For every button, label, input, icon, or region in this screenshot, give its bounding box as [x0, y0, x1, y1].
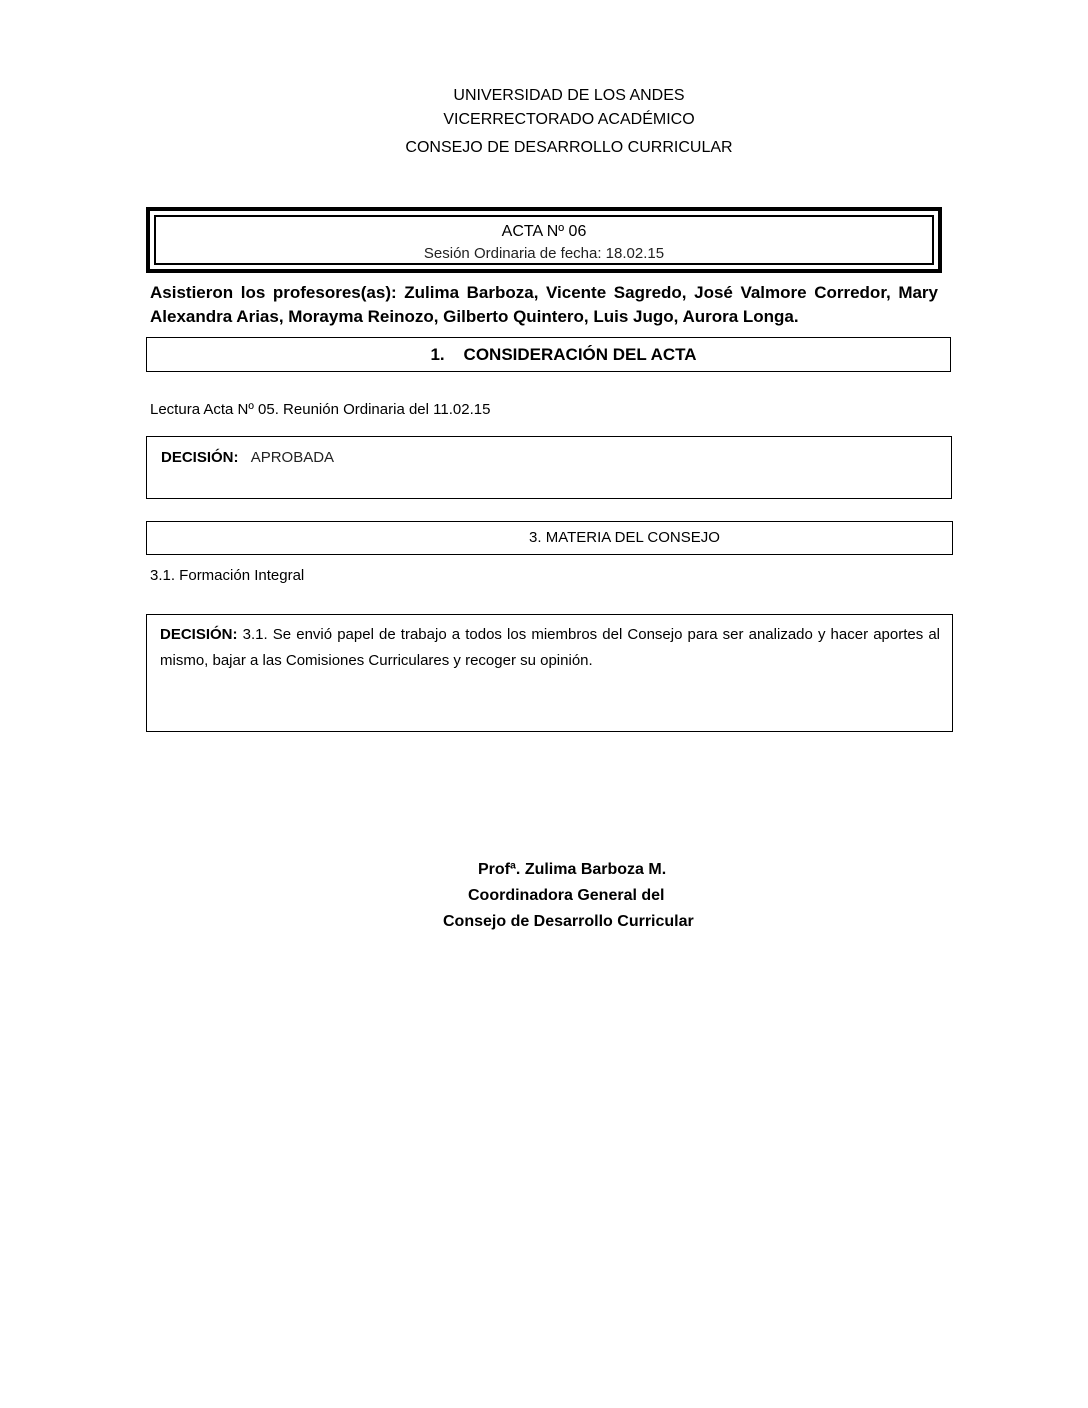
section-3-header: [146, 521, 953, 555]
consejo-name: CONSEJO DE DESARROLLO CURRICULAR: [405, 139, 733, 156]
acta-title-inner: [154, 215, 934, 265]
university-name: UNIVERSIDAD DE LOS ANDES: [453, 87, 685, 104]
acta-number: ACTA Nº 06: [501, 223, 587, 240]
session-date: Sesión Ordinaria de fecha: 18.02.15: [423, 245, 665, 262]
signer-role-line1: Coordinadora General del: [468, 887, 665, 904]
decision-label: DECISIÓN:: [160, 626, 238, 643]
decision-value: APROBADA: [250, 449, 335, 466]
reading-line: Lectura Acta Nº 05. Reunión Ordinaria del 11.02.15: [150, 401, 491, 418]
vicerrectorado-name: VICERRECTORADO ACADÉMICO: [443, 111, 695, 128]
signer-name: Profª. Zulima Barboza M.: [478, 861, 667, 878]
acta-title-box: [146, 207, 942, 273]
decision-box-2: [146, 614, 953, 732]
attendance-paragraph: Asistieron los profesores(as): Zulima Barboza, Vicente Sagredo, José Valmore Corredor, Mary Alexandra Arias, Morayma Reinozo, Gilberto Quintero, Luis Jugo, Aurora Longa.: [150, 283, 938, 326]
section-1-title: CONSIDERACIÓN DEL ACTA: [463, 345, 697, 364]
section-3-item: 3.1. Formación Integral: [150, 567, 305, 584]
document-header: [0, 84, 1088, 160]
signature-block: [0, 857, 1088, 935]
signer-role-line2: Consejo de Desarrollo Curricular: [443, 913, 694, 930]
section-1-number: 1.: [430, 345, 445, 364]
section-3-title: 3. MATERIA DEL CONSEJO: [529, 529, 720, 546]
decision-text: 3.1. Se envió papel de trabajo a todos los miembros del Consejo para ser analizado y hacer aportes al mismo, bajar a las Comisiones Curriculares y recoger su opinión.: [160, 626, 941, 669]
decision-box-1: [146, 436, 952, 499]
section-1-header: [146, 337, 951, 372]
decision-label: DECISIÓN:: [161, 449, 239, 466]
